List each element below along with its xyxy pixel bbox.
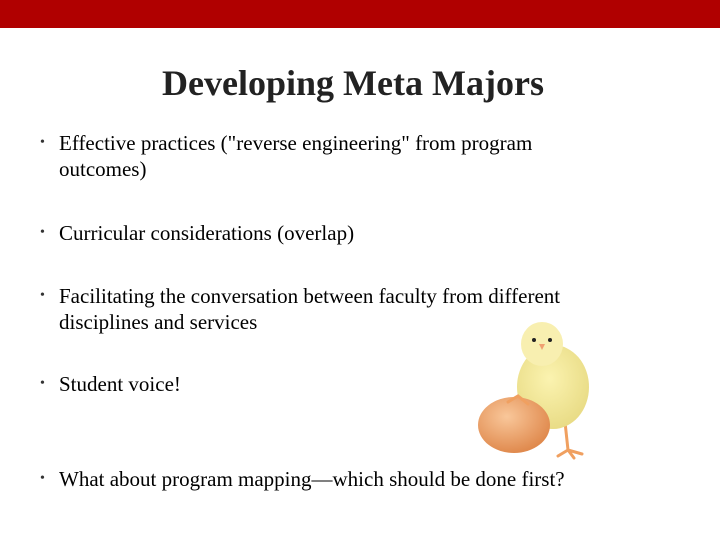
header-bar	[0, 0, 720, 28]
bullet-item: • Student voice!	[40, 372, 181, 396]
slide-title: Developing Meta Majors	[162, 63, 544, 103]
bullet-icon: •	[40, 376, 45, 391]
egg	[478, 397, 550, 453]
bullet-icon: •	[40, 288, 45, 303]
chick-and-egg-image	[470, 312, 620, 472]
bullet-icon: •	[40, 225, 45, 240]
bullet-item: • Facilitating the conversation between faculty from different disciplines and services	[40, 284, 561, 334]
bullet-item: • What about program mapping—which should be done first?	[40, 467, 565, 491]
bullet-item: • Effective practices ("reverse engineering" from program outcomes)	[40, 131, 533, 181]
bullet-icon: •	[40, 135, 45, 150]
bullet-icon: •	[40, 471, 45, 486]
bullet-item: • Curricular considerations (overlap)	[40, 221, 355, 245]
